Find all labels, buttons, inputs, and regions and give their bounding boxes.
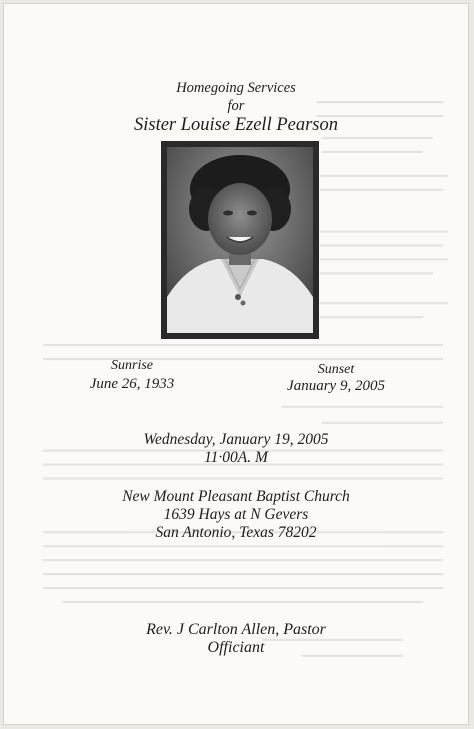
sunrise-label: Sunrise [111,358,153,373]
sunrise-date: June 26, 1933 [89,376,175,392]
homegoing-services-heading: Homegoing Services [176,80,296,96]
for-text: for [227,98,245,114]
portrait-photo [167,147,313,333]
service-date: Wednesday, January 19, 2005 [143,431,329,448]
sunset-label: Sunset [317,362,355,377]
pastor-name: Rev. J Carlton Allen, Pastor [146,621,326,638]
program-page [3,3,469,725]
church-name: New Mount Pleasant Baptist Church [122,488,350,505]
service-time: 11·00A. M [204,449,268,466]
church-city: San Antonio, Texas 78202 [155,524,317,541]
sunset-date: January 9, 2005 [287,378,385,394]
deceased-name: Sister Louise Ezell Pearson [133,115,338,135]
church-street: 1639 Hays at N Gevers [163,506,309,523]
portrait-photo-frame [161,141,319,339]
officiant-role: Officiant [207,639,265,656]
